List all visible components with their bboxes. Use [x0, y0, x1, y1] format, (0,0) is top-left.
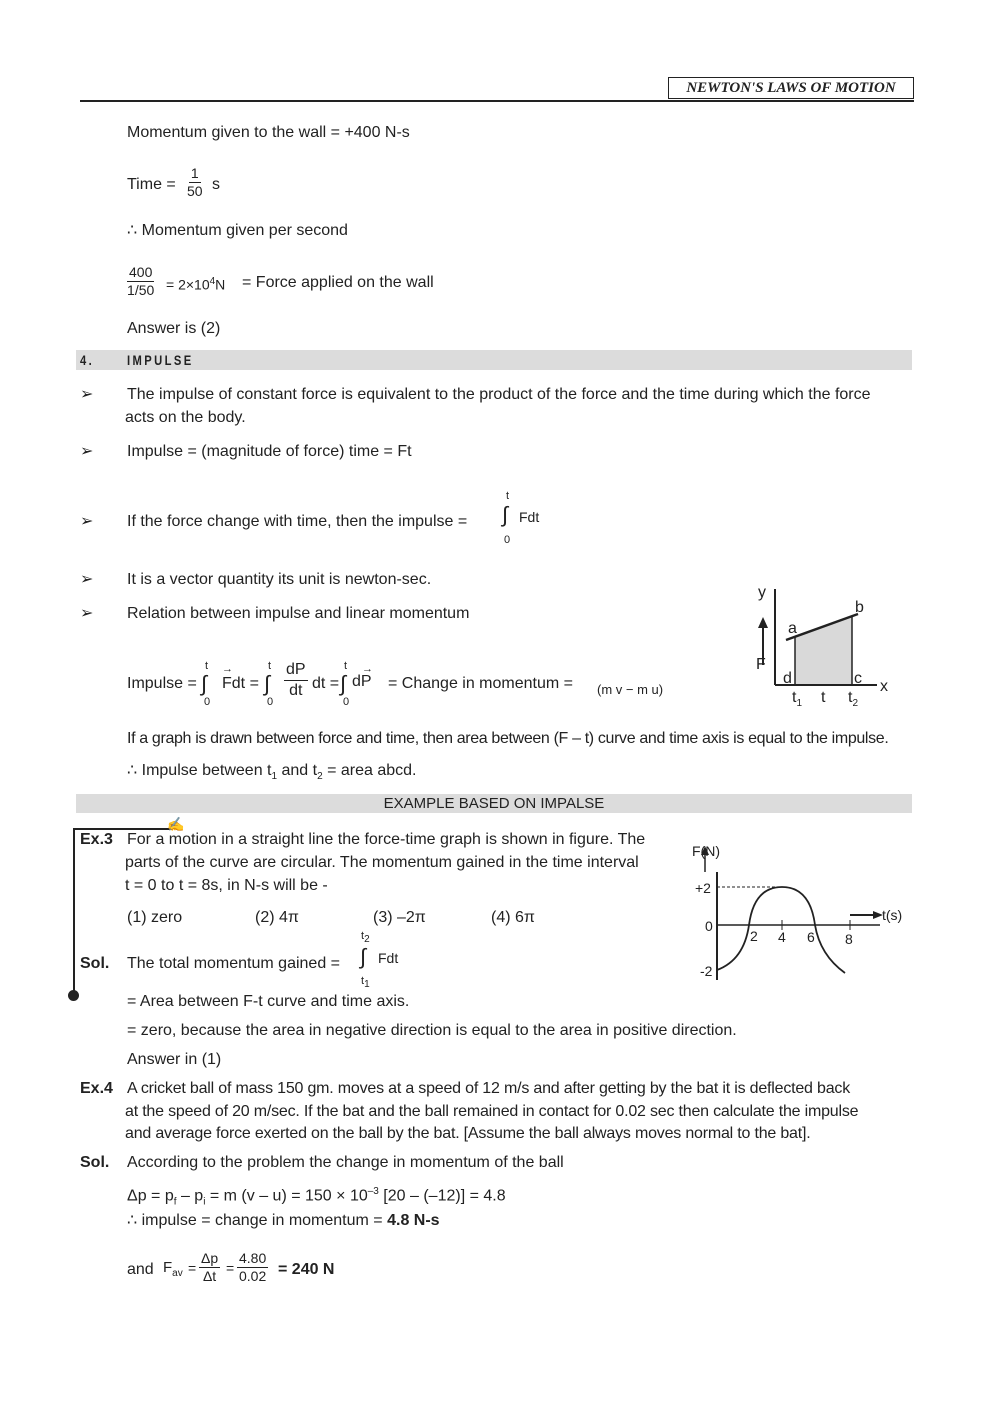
bullet-text: acts on the body. [125, 409, 246, 426]
eq: = [188, 1260, 197, 1276]
dP: dP [352, 673, 372, 690]
example-heading-bar [76, 794, 912, 813]
s: i [203, 1196, 206, 1208]
y-label: F(N) [692, 843, 720, 859]
t: Δp = p [127, 1187, 174, 1205]
point-c: c [854, 670, 862, 687]
area-text: If a graph is drawn between force and time, then area between (F – t) curve and time axis is equal to the impulse. [127, 730, 889, 747]
bullet-text: The impulse of constant force is equivalent to the product of the force and the time during which the force [127, 386, 871, 403]
force-equation [166, 272, 225, 295]
bracket-line [73, 828, 75, 996]
t: t [361, 975, 365, 987]
s: –3 [367, 1186, 379, 1197]
t: ∴ Impulse between t [127, 762, 272, 779]
ex3-text: For a motion in a straight line the force-time graph is shown in figure. The [127, 831, 646, 848]
section-title: IMPULSE [127, 352, 194, 368]
header-rule [80, 100, 914, 102]
bullet-text: Relation between impulse and linear momentum [127, 605, 470, 622]
t: = m (v – u) = 150 × 10 [205, 1187, 368, 1205]
dt: dt = [312, 675, 340, 692]
example-heading: EXAMPLE BASED ON IMPALSE [383, 795, 605, 812]
ex4-text: at the speed of 20 m/sec. If the bat and the ball remained in contact for 0.02 sec then calculate the impulse [125, 1103, 859, 1120]
answer-text: Answer is (2) [127, 320, 221, 337]
bullet-arrow-icon: ➢ [80, 386, 94, 403]
tick-y: -2 [700, 963, 713, 979]
dP-dt-fraction [284, 660, 308, 701]
sol-line: Answer in (1) [127, 1051, 222, 1068]
bullet-text: It is a vector quantity its unit is newton-sec. [127, 571, 432, 588]
bullet-text: Impulse = (magnitude of force) time = Ft [127, 443, 412, 460]
bullet-arrow-icon: ➢ [80, 443, 94, 460]
fav-symbol [163, 1258, 183, 1284]
numerator: 4.80 [239, 1250, 267, 1266]
force-time-graph-linear [740, 575, 900, 715]
lower: 0 [204, 696, 211, 708]
sol-line: According to the problem the change in momentum of the ball [127, 1154, 564, 1171]
ex3-text: t = 0 to t = 8s, in N-s will be - [125, 877, 328, 894]
fdt: Fdt = [222, 675, 259, 692]
numerator: Δp [201, 1250, 219, 1266]
t: = area abcd. [322, 762, 417, 779]
impulse-result [127, 1211, 440, 1231]
t: – p [176, 1187, 204, 1205]
bullet-text: If the force change with time, then the impulse = [127, 513, 468, 530]
integrand: Fdt [519, 509, 540, 525]
x-label: x [880, 678, 888, 695]
value-fraction [237, 1250, 268, 1285]
denominator: 1/50 [127, 282, 155, 298]
integral-sign: ∫ [340, 671, 347, 696]
lhs: Impulse = [127, 675, 197, 692]
eq: = 2×10 [166, 276, 210, 293]
ex3-text: parts of the curve are circular. The momentum gained in the time interval [125, 854, 639, 871]
change-text: = Change in momentum = [388, 675, 573, 692]
point-a: a [788, 620, 797, 637]
t1-label: $t_1$ [792, 689, 803, 709]
eq: = [226, 1260, 235, 1276]
pen-icon: ✍ [167, 816, 185, 832]
tick-x: 2 [750, 928, 758, 944]
s: 1 [364, 979, 370, 991]
sol-text: The total momentum gained = [127, 955, 341, 972]
option-4: (4) 6π [491, 909, 535, 926]
t: and t [277, 762, 318, 779]
integral-sign: ∫ [502, 502, 509, 527]
delta-p-equation [127, 1182, 506, 1213]
time-label: Time = [127, 176, 176, 193]
tick-x: 4 [778, 929, 786, 945]
bullet-arrow-icon: ➢ [80, 605, 94, 622]
s: 2 [364, 934, 370, 946]
t: t [361, 930, 365, 942]
vector-arrow: → [222, 663, 233, 675]
denominator: dt [289, 682, 303, 699]
tick-x: 6 [807, 929, 815, 945]
integral-sign: ∫ [264, 671, 271, 696]
t: ∴ impulse = change in momentum = [127, 1212, 388, 1229]
option-3: (3) –2π [373, 909, 426, 926]
time-fraction [187, 165, 203, 200]
point-d: d [783, 670, 792, 687]
ex4-text: and average force exerted on the ball by the bat. [Assume the ball always moves normal to the bat]. [125, 1125, 811, 1142]
point-b: b [855, 599, 864, 616]
section-heading-bar [76, 350, 912, 370]
unit: N [215, 276, 226, 293]
per-second-text: ∴ Momentum given per second [127, 222, 348, 239]
upper: t [205, 660, 209, 672]
tick-y: 0 [705, 918, 713, 934]
and-text: and [127, 1261, 154, 1278]
denominator: Δt [202, 1268, 217, 1284]
exp: 4 [209, 276, 216, 287]
t: [20 – (–12)] = 4.8 [378, 1187, 506, 1205]
impulse-value: 4.8 N-s [387, 1212, 440, 1229]
t-label: t [821, 689, 826, 706]
vector-arrow: → [362, 663, 373, 675]
y-label: y [758, 584, 766, 601]
ex3-label: Ex.3 [80, 831, 113, 848]
denominator: 0.02 [239, 1268, 267, 1284]
F-label: F [756, 656, 766, 673]
option-2: (2) 4π [255, 909, 299, 926]
force-fraction [127, 264, 154, 299]
chapter-header: NEWTON'S LAWS OF MOTION [668, 77, 914, 99]
dp-dt-fraction [199, 1250, 220, 1285]
integral-lower: 0 [504, 534, 511, 546]
s: av [172, 1268, 183, 1279]
t: F [163, 1259, 173, 1276]
integral-sign: ∫ [360, 944, 367, 969]
tick-y: +2 [695, 880, 711, 896]
numerator: 400 [129, 264, 153, 280]
s: 1 [271, 771, 278, 783]
up-arrow-icon [758, 617, 768, 628]
force-result: = 240 N [278, 1261, 335, 1278]
integral-sign: ∫ [201, 671, 208, 696]
bullet-arrow-icon: ➢ [80, 571, 94, 588]
numerator: 1 [190, 165, 199, 181]
t2-label: $t_2$ [848, 689, 859, 709]
option-1: (1) zero [127, 909, 183, 926]
tick-x: 8 [845, 931, 853, 947]
denominator: 50 [187, 183, 203, 199]
integral-upper: t [506, 490, 510, 502]
bracket-dot [68, 990, 79, 1001]
upper: t [268, 660, 272, 672]
sol-label: Sol. [80, 1154, 110, 1171]
force-text: = Force applied on the wall [242, 274, 434, 291]
area-abcd-line [127, 761, 416, 787]
ex4-text: A cricket ball of mass 150 gm. moves at a speed of 12 m/s and after getting by the bat it is deflected back [127, 1080, 850, 1097]
upper: t [344, 660, 348, 672]
s: f [173, 1196, 177, 1208]
ex4-label: Ex.4 [80, 1080, 113, 1097]
force-time-graph-circular [680, 830, 920, 990]
lower: 0 [343, 696, 350, 708]
lower: 0 [267, 696, 274, 708]
mv-mu: (m v − m u) [597, 682, 664, 697]
numerator: dP [284, 660, 308, 681]
s: 2 [317, 771, 323, 783]
section-number: 4. [80, 352, 95, 368]
sol-line: = Area between F-t curve and time axis. [127, 993, 410, 1010]
integral-lower [361, 975, 370, 991]
time-unit: s [212, 176, 220, 193]
sol-line: = zero, because the area in negative direction is equal to the area in positive direction. [127, 1022, 737, 1039]
momentum-wall-text: Momentum given to the wall = +400 N-s [127, 124, 410, 141]
sol-label: Sol. [80, 955, 110, 972]
bullet-arrow-icon: ➢ [80, 513, 94, 530]
integrand: Fdt [378, 950, 399, 966]
x-label: t(s) [882, 907, 903, 923]
